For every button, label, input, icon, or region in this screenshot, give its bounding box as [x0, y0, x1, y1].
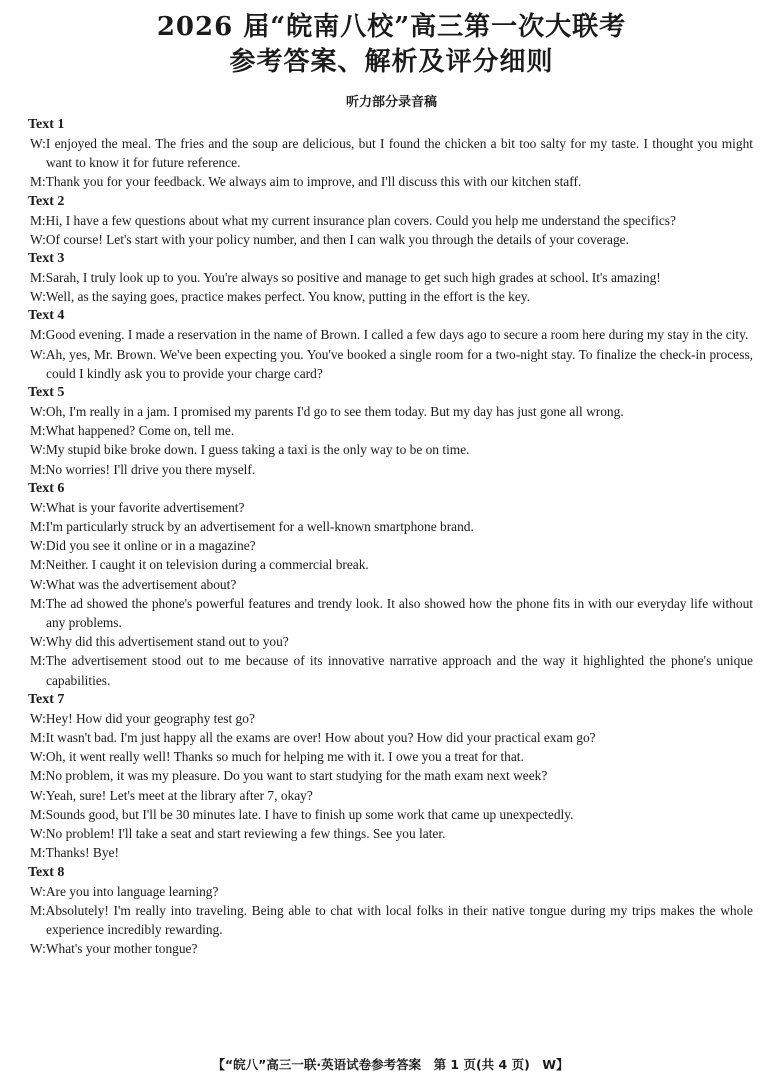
- dialogue-line: [30, 594, 753, 632]
- speaker-separator: :: [42, 404, 46, 420]
- text-block: [30, 690, 753, 863]
- utterance-text: I'm particularly struck by an advertisement for a well-known smartphone brand.: [45, 519, 474, 535]
- dialogue-line: [30, 651, 753, 689]
- speaker-label: W: [30, 442, 43, 458]
- speaker-separator: :: [42, 442, 46, 458]
- dialogue-line: [30, 287, 753, 306]
- utterance-text: Sarah, I truly look up to you. You're always so positive and manage to get such high grades at school. It's amazing!: [45, 270, 661, 286]
- dialogue-line: [30, 939, 753, 958]
- speaker-separator: :: [41, 327, 46, 343]
- speaker-label: W: [30, 749, 43, 765]
- speaker-label: W: [30, 499, 43, 515]
- utterance-text: It wasn't bad. I'm just happy all the exams are over! How about you? How did your practical exam go?: [45, 730, 596, 746]
- speaker-label: M: [30, 423, 42, 439]
- utterance-text: Oh, it went really well! Thanks so much for helping me with it. I owe you a treat for that.: [45, 749, 524, 765]
- speaker-label: M: [30, 730, 42, 746]
- speaker-separator: :: [42, 826, 46, 842]
- speaker-separator: :: [42, 346, 46, 362]
- speaker-separator: :: [41, 902, 46, 918]
- dialogue-line: [30, 421, 753, 440]
- speaker-separator: :: [42, 941, 46, 957]
- utterance-text: Oh, I'm really in a jam. I promised my parents I'd go to see them today. But my day has just gone all wrong.: [45, 404, 624, 420]
- dialogue-line: [30, 211, 753, 230]
- speaker-label: W: [30, 289, 43, 305]
- speaker-separator: :: [41, 212, 46, 228]
- utterance-text: My stupid bike broke down. I guess taking a taxi is the only way to be on time.: [45, 442, 470, 458]
- dialogue-line: [30, 709, 753, 728]
- document-title: 2026 届“皖南八校”高三第一次大联考: [156, 12, 627, 42]
- text-label: Text 7: [28, 691, 65, 707]
- speaker-separator: :: [41, 806, 46, 822]
- utterance-text: What is your favorite advertisement?: [45, 499, 245, 515]
- utterance-text: Absolutely! I'm really into traveling. Being able to chat with local folks in their native tongue during my trips makes the whole experience incredibly rewarding.: [45, 902, 753, 937]
- utterance-text: Are you into language learning?: [45, 883, 219, 899]
- dialogue-line: [30, 555, 753, 574]
- dialogue-line: [30, 805, 753, 824]
- speaker-separator: :: [42, 576, 46, 592]
- utterance-text: Thank you for your feedback. We always aim to improve, and I'll discuss this with our kitchen staff.: [45, 174, 582, 190]
- utterance-text: I enjoyed the meal. The fries and the soup are delicious, but I found the chicken a bit too salty for my taste. I thought you might want to know it for future reference.: [45, 136, 753, 171]
- utterance-text: No problem, it was my pleasure. Do you want to start studying for the math exam next week?: [45, 768, 548, 784]
- speaker-separator: :: [41, 768, 46, 784]
- speaker-separator: :: [42, 634, 46, 650]
- text-block: [30, 115, 753, 192]
- speaker-separator: :: [42, 231, 46, 247]
- text-label: Text 8: [28, 864, 65, 880]
- speaker-label: M: [30, 270, 42, 286]
- speaker-label: M: [30, 174, 42, 190]
- dialogue-line: [30, 402, 753, 421]
- speaker-label: M: [30, 845, 42, 861]
- utterance-text: Neither. I caught it on television during a commercial break.: [45, 557, 369, 573]
- dialogue-line: [30, 843, 753, 862]
- utterance-text: Ah, yes, Mr. Brown. We've been expecting you. You've booked a single room for a two-night stay. To finalize the check-in process, could I kindly ask you to provide your charge card?: [45, 346, 753, 381]
- speaker-label: M: [30, 519, 42, 535]
- page-footer: 【“皖八”高三一联·英语试卷参考答案 第 1 页(共 4 页) W】: [212, 1057, 569, 1072]
- dialogue-line: [30, 747, 753, 766]
- dialogue-line: [30, 824, 753, 843]
- speaker-separator: :: [41, 845, 46, 861]
- utterance-text: Yeah, sure! Let's meet at the library after 7, okay?: [45, 787, 313, 803]
- speaker-label: W: [30, 710, 43, 726]
- text-block: [30, 306, 753, 383]
- dialogue-line: [30, 498, 753, 517]
- speaker-separator: :: [42, 136, 46, 151]
- text-block: [30, 479, 753, 690]
- text-block: [30, 383, 753, 479]
- speaker-label: W: [30, 404, 43, 420]
- dialogue-line: [30, 268, 753, 287]
- utterance-text: No problem! I'll take a seat and start reviewing a few things. See you later.: [45, 826, 446, 842]
- dialogue-line: [30, 230, 753, 249]
- speaker-label: W: [30, 346, 43, 362]
- speaker-separator: :: [41, 423, 46, 439]
- speaker-separator: :: [41, 653, 46, 669]
- utterance-text: Sounds good, but I'll be 30 minutes late. I have to finish up some work that came up unexpectedly.: [45, 806, 574, 822]
- speaker-label: M: [30, 461, 42, 477]
- speaker-label: W: [30, 941, 43, 957]
- utterance-text: Hi, I have a few questions about what my current insurance plan covers. Could you help me understand the specifics?: [45, 212, 676, 228]
- dialogue-line: [30, 517, 753, 536]
- dialogue-line: [30, 901, 753, 939]
- speaker-separator: :: [42, 787, 46, 803]
- speaker-separator: :: [41, 557, 46, 573]
- dialogue-line: [30, 536, 753, 555]
- utterance-text: Did you see it online or in a magazine?: [45, 538, 256, 554]
- dialogue-line: [30, 345, 753, 383]
- section-title: 听力部分录音稿: [345, 95, 437, 110]
- dialogue-line: [30, 134, 753, 172]
- speaker-separator: :: [42, 710, 46, 726]
- speaker-label: W: [30, 634, 43, 650]
- speaker-label: M: [30, 557, 42, 573]
- speaker-separator: :: [42, 289, 46, 305]
- text-label: Text 1: [28, 117, 65, 132]
- dialogue-line: [30, 325, 753, 344]
- dialogue-line: [30, 575, 753, 594]
- text-label: Text 3: [28, 251, 65, 267]
- dialogue-line: [30, 786, 753, 805]
- dialogue-line: [30, 632, 753, 651]
- speaker-label: W: [30, 883, 43, 899]
- text-block: [30, 192, 753, 249]
- utterance-text: What was the advertisement about?: [45, 576, 237, 592]
- text-label: Text 2: [28, 193, 65, 209]
- speaker-label: M: [30, 327, 42, 343]
- speaker-separator: :: [41, 174, 46, 190]
- speaker-separator: :: [42, 499, 46, 515]
- utterance-text: No worries! I'll drive you there myself.: [45, 461, 256, 477]
- utterance-text: Well, as the saying goes, practice makes perfect. You know, putting in the effort is the key.: [45, 289, 530, 305]
- utterance-text: The advertisement stood out to me because of its innovative narrative approach and the way it highlighted the phone's unique capabilities.: [45, 653, 753, 688]
- dialogue-line: [30, 440, 753, 459]
- speaker-label: W: [30, 538, 43, 554]
- speaker-label: M: [30, 595, 42, 611]
- speaker-separator: :: [42, 749, 46, 765]
- utterance-text: What's your mother tongue?: [45, 941, 198, 957]
- speaker-separator: :: [41, 595, 46, 611]
- dialogue-line: [30, 728, 753, 747]
- text-label: Text 6: [28, 480, 65, 496]
- utterance-text: Of course! Let's start with your policy number, and then I can walk you through the details of your coverage.: [45, 231, 629, 247]
- speaker-separator: :: [41, 270, 46, 286]
- speaker-separator: :: [42, 883, 46, 899]
- speaker-label: M: [30, 806, 42, 822]
- text-label: Text 4: [28, 308, 65, 324]
- utterance-text: What happened? Come on, tell me.: [45, 423, 235, 439]
- speaker-label: W: [30, 787, 43, 803]
- speaker-label: W: [30, 576, 43, 592]
- dialogue-line: [30, 766, 753, 785]
- text-block: [30, 863, 753, 959]
- dialogue-line: [30, 460, 753, 479]
- dialogue-line: [30, 882, 753, 901]
- dialogue-line: [30, 172, 753, 191]
- speaker-label: M: [30, 212, 42, 228]
- speaker-label: M: [30, 902, 42, 918]
- utterance-text: Thanks! Bye!: [45, 845, 119, 861]
- utterance-text: Hey! How did your geography test go?: [45, 710, 255, 726]
- speaker-label: W: [30, 136, 43, 151]
- speaker-label: W: [30, 826, 43, 842]
- speaker-label: M: [30, 653, 42, 669]
- transcript: [30, 115, 753, 958]
- text-block: [30, 249, 753, 306]
- speaker-separator: :: [41, 519, 46, 535]
- speaker-label: M: [30, 768, 42, 784]
- utterance-text: The ad showed the phone's powerful features and trendy look. It also showed how the phone fits in with our everyday life without any problems.: [45, 595, 753, 631]
- utterance-text: Why did this advertisement stand out to you?: [45, 634, 289, 650]
- utterance-text: Good evening. I made a reservation in the name of Brown. I called a few days ago to secure a room here during my stay in the city.: [45, 327, 749, 343]
- speaker-separator: :: [41, 461, 46, 477]
- speaker-separator: :: [42, 538, 46, 554]
- document-subtitle: 参考答案、解析及评分细则: [229, 47, 554, 77]
- speaker-label: W: [30, 231, 43, 247]
- text-label: Text 5: [28, 385, 65, 401]
- speaker-separator: :: [41, 730, 46, 746]
